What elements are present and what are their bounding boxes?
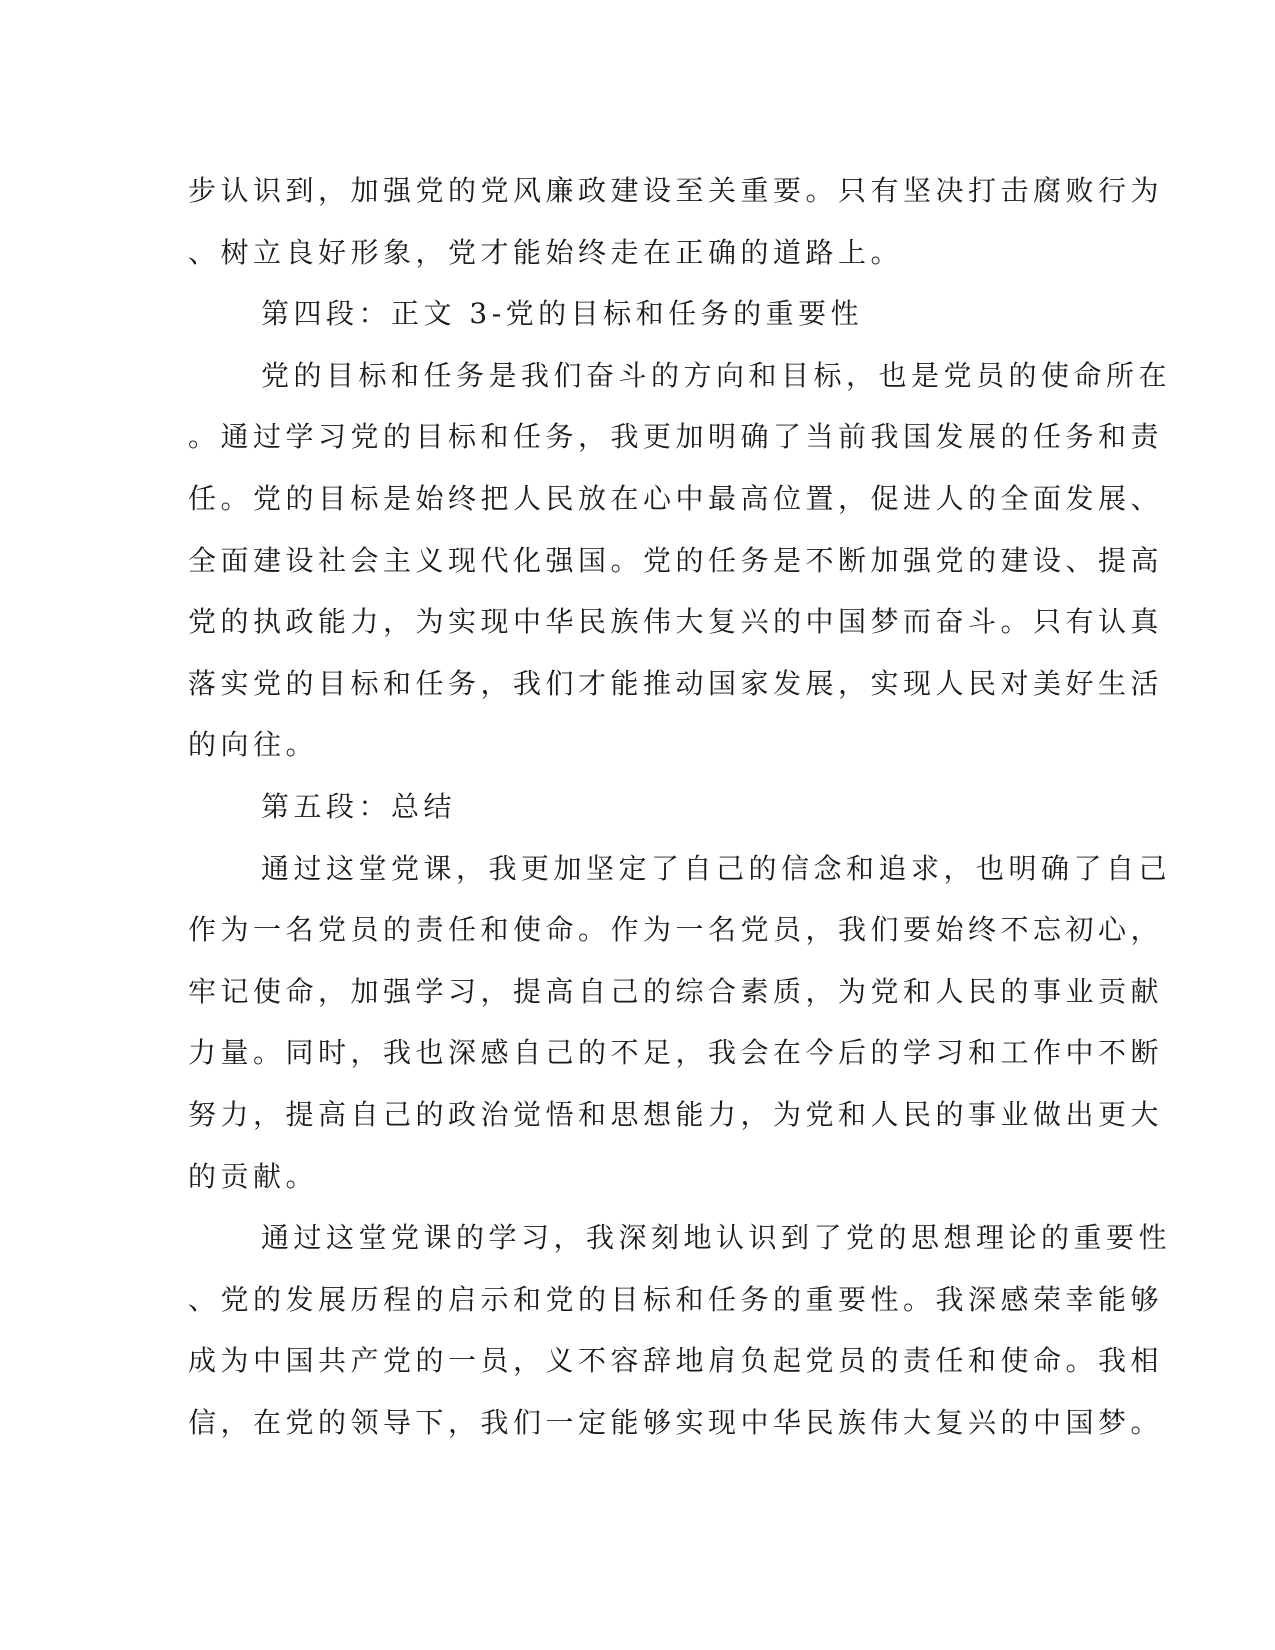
text-line: 牢记使命，加强学习，提高自己的综合素质，为党和人民的事业贡献 <box>188 974 1164 1008</box>
paragraph-start: 党的目标和任务是我们奋斗的方向和目标，也是党员的使命所在 <box>261 358 1172 392</box>
text-line: 任。党的目标是始终把人民放在心中最高位置，促进人的全面发展、 <box>188 481 1164 515</box>
text-line: 的向往。 <box>188 728 319 762</box>
text-line: 的贡献。 <box>188 1159 319 1193</box>
text-line: 作为一名党员的责任和使命。作为一名党员，我们要始终不忘初心， <box>188 913 1164 947</box>
text-line: 信，在党的领导下，我们一定能够实现中华民族伟大复兴的中国梦。 <box>188 1405 1164 1439</box>
paragraph-start: 通过这堂党课的学习，我深刻地认识到了党的思想理论的重要性 <box>261 1221 1172 1255</box>
text-line: 。通过学习党的目标和任务，我更加明确了当前我国发展的任务和责 <box>188 420 1164 454</box>
text-line: 步认识到，加强党的党风廉政建设至关重要。只有坚决打击腐败行为 <box>188 174 1164 207</box>
text-line: 、党的发展历程的启示和党的目标和任务的重要性。我深感荣幸能够 <box>188 1282 1164 1316</box>
text-line: 、树立良好形象，党才能始终走在正确的道路上。 <box>188 235 904 269</box>
body-text <box>188 160 1172 1453</box>
text-line: 成为中国共产党的一员，义不容辞地肩负起党员的责任和使命。我相 <box>188 1344 1164 1378</box>
paragraph-start: 通过这堂党课，我更加坚定了自己的信念和追求，也明确了自己 <box>261 851 1172 885</box>
text-line: 党的执政能力，为实现中华民族伟大复兴的中国梦而奋斗。只有认真 <box>188 605 1164 639</box>
section-heading: 第五段：总结 <box>261 789 457 823</box>
text-line: 落实党的目标和任务，我们才能推动国家发展，实现人民对美好生活 <box>188 666 1164 700</box>
text-line: 努力，提高自己的政治觉悟和思想能力，为党和人民的事业做出更大 <box>188 1097 1164 1131</box>
text-line: 全面建设社会主义现代化强国。党的任务是不断加强党的建设、提高 <box>188 543 1164 577</box>
text-line: 力量。同时，我也深感自己的不足，我会在今后的学习和工作中不断 <box>188 1036 1164 1070</box>
section-heading: 第四段：正文 3-党的目标和任务的重要性 <box>261 297 864 331</box>
